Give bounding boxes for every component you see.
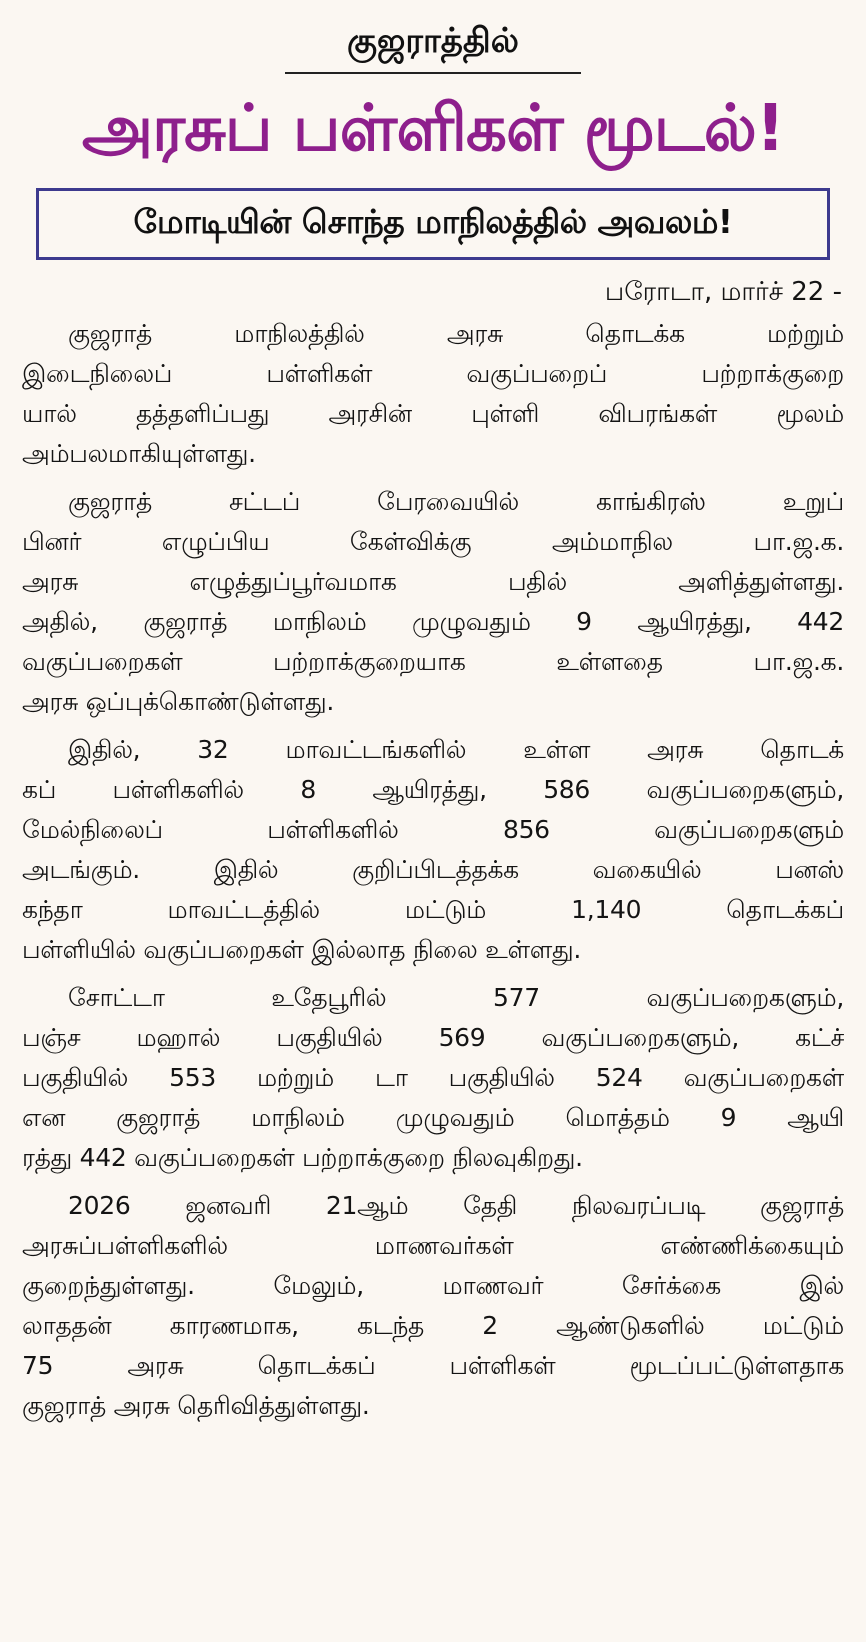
- paragraph-line: இதில், 32 மாவட்டங்களில் உள்ள அரசு தொடக்: [68, 735, 844, 764]
- paragraph-line: அதில், குஜராத் மாநிலம் முழுவதும் 9 ஆயிரத்து, 442: [22, 607, 844, 636]
- dateline: பரோடா, மார்ச் 22 -: [604, 277, 842, 307]
- paragraph-line: குஜராத் மாநிலத்தில் அரசு தொடக்க மற்றும்: [68, 319, 844, 348]
- article-body: [22, 314, 844, 1426]
- paragraph: [22, 978, 844, 1178]
- paragraph: [22, 482, 844, 722]
- paragraph: [22, 730, 844, 970]
- paragraph-line: பினர் எழுப்பிய கேள்விக்கு அம்மாநில பா.ஜ.க.: [22, 527, 844, 556]
- paragraph: [22, 1186, 844, 1426]
- subhead: மோடியின் சொந்த மாநிலத்தில் அவலம்!: [133, 202, 733, 241]
- paragraph-line: குறைந்துள்ளது. மேலும், மாணவர் சேர்க்கை இல்: [22, 1271, 844, 1300]
- paragraph-line: லாததன் காரணமாக, கடந்த 2 ஆண்டுகளில் மட்டும்: [22, 1311, 844, 1340]
- paragraph-line: மேல்நிலைப் பள்ளிகளில் 856 வகுப்பறைகளும்: [22, 815, 844, 844]
- paragraph-line: யால் தத்தளிப்பது அரசின் புள்ளி விபரங்கள் மூலம்: [22, 399, 844, 428]
- kicker-divider: [285, 72, 581, 74]
- paragraph-line: அடங்கும். இதில் குறிப்பிடத்தக்க வகையில் பனஸ்: [22, 855, 844, 884]
- paragraph-line: அரசு எழுத்துப்பூர்வமாக பதில் அளித்துள்ளது.: [22, 567, 844, 596]
- paragraph-line: அரசுப்பள்ளிகளில் மாணவர்கள் எண்ணிக்கையும்: [22, 1231, 844, 1260]
- paragraph-line: சோட்டா உதேபூரில் 577 வகுப்பறைகளும்,: [68, 983, 844, 1012]
- headline: அரசுப் பள்ளிகள் மூடல்!: [81, 92, 785, 166]
- paragraph-line: என குஜராத் மாநிலம் முழுவதும் மொத்தம் 9 ஆயி: [22, 1103, 844, 1132]
- paragraph-line: 75 அரசு தொடக்கப் பள்ளிகள் மூடப்பட்டுள்ளதாக: [22, 1351, 844, 1380]
- paragraph-line: இடைநிலைப் பள்ளிகள் வகுப்பறைப் பற்றாக்குறை: [22, 359, 844, 388]
- paragraph: [22, 314, 844, 474]
- paragraph-line: குஜராத் சட்டப் பேரவையில் காங்கிரஸ் உறுப்: [68, 487, 844, 516]
- subhead-box: [36, 188, 830, 260]
- paragraph-line: கந்தா மாவட்டத்தில் மட்டும் 1,140 தொடக்கப்: [22, 895, 844, 924]
- paragraph-line: ரத்து 442 வகுப்பறைகள் பற்றாக்குறை நிலவுகிறது.: [22, 1143, 583, 1172]
- kicker: குஜராத்தில்: [347, 21, 519, 61]
- paragraph-line: 2026 ஜனவரி 21ஆம் தேதி நிலவரப்படி குஜராத்: [68, 1191, 844, 1220]
- paragraph-line: அம்பலமாகியுள்ளது.: [22, 439, 256, 468]
- paragraph-line: குஜராத் அரசு தெரிவித்துள்ளது.: [22, 1391, 370, 1420]
- paragraph-line: கப் பள்ளிகளில் 8 ஆயிரத்து, 586 வகுப்பறைகளும்,: [22, 775, 844, 804]
- paragraph-line: அரசு ஒப்புக்கொண்டுள்ளது.: [22, 687, 334, 716]
- paragraph-line: பள்ளியில் வகுப்பறைகள் இல்லாத நிலை உள்ளது.: [22, 935, 582, 964]
- paragraph-line: பஞ்ச மஹால் பகுதியில் 569 வகுப்பறைகளும், கட்ச்: [22, 1023, 844, 1052]
- paragraph-line: பகுதியில் 553 மற்றும் டா பகுதியில் 524 வகுப்பறைகள்: [22, 1063, 844, 1092]
- paragraph-line: வகுப்பறைகள் பற்றாக்குறையாக உள்ளதை பா.ஜ.க.: [22, 647, 844, 676]
